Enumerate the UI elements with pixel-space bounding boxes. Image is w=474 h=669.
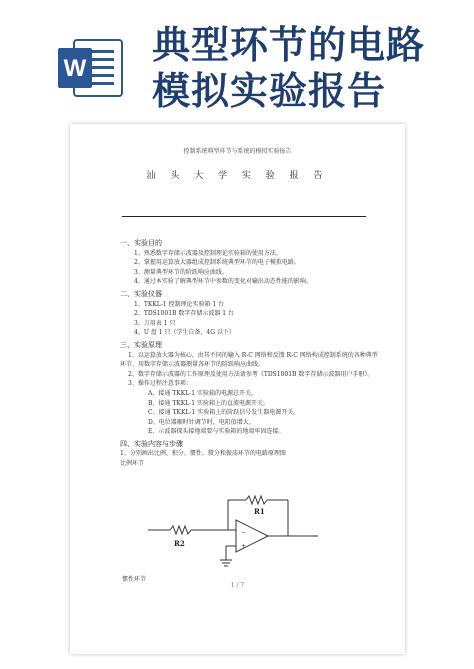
- list-item: E、示波器探头接地端要与实验箱的地端牢固连接。: [148, 428, 285, 436]
- section-heading: 一、实验目的: [120, 239, 162, 247]
- list-item: D、电位器顺时针调节时，电阻值增大。: [148, 418, 255, 426]
- document-page: [70, 124, 405, 654]
- paragraph: 1、以运算放大器为核心，由其不同的输入 R-C 网络和反馈 R-C 网络构成控制系统的各种典型环节，用数字存储示波器测量各环节的阶跃响应曲线。: [120, 351, 378, 369]
- circuit-diagram: [148, 488, 338, 570]
- section-heading: 二、实验仪器: [120, 289, 162, 298]
- list-item: 1、熟悉数字存储示波器及控制理论实验箱的使用方法。: [134, 249, 282, 257]
- list-item: B、接通 TKKL-1 实验箱上的直流电源开关。: [148, 399, 270, 407]
- page-title: 典型环节的电路模拟实验报告: [152, 23, 426, 113]
- svg-text:−: −: [241, 529, 247, 536]
- r1-label: R1: [254, 507, 265, 516]
- document-body: [120, 236, 380, 469]
- list-item: 比例环节: [120, 460, 145, 468]
- section-heading: 三、实验原理: [120, 340, 162, 349]
- section-heading: 四、实验内容与步骤: [120, 439, 183, 448]
- title-rule: [122, 216, 366, 217]
- r2-label: R2: [174, 539, 185, 548]
- document-banner: [0, 0, 474, 122]
- paragraph: 3、操作过程注意事项：: [128, 380, 192, 388]
- list-item: A、接通 TKKL-1 实验箱的电源总开关。: [148, 389, 257, 397]
- page-number: 1 / 7: [230, 582, 245, 589]
- list-item: 1、分别画出比例、积分、惯性、微分和振荡环节的电路原理图: [120, 450, 286, 458]
- figure-caption: 惯性环节: [122, 576, 147, 583]
- paragraph: 2、数字存储示波器的工作原理及使用方法请参考《TDS1001B 数字存储示波器用户手册》。: [128, 370, 374, 378]
- list-item: 4、U 盘 1 只（学生自备，4G 以下）: [134, 329, 235, 337]
- list-item: 2、掌握用运算放大器组成控制系统典型环节的电子模拟电路。: [134, 259, 300, 267]
- doc-school-title: 汕 头 大 学 实 验 报 告: [146, 171, 329, 181]
- list-item: 1、TKKL-1 控制理论实验箱 1 台: [134, 300, 225, 308]
- list-item: 2、TDS1001B 数字存储示波器 1 台: [134, 310, 234, 318]
- list-item: 3、万用表 1 只: [134, 319, 176, 327]
- list-item: C、接通 TKKL-1 实验箱上的阶跃信号发生器电源开关。: [148, 409, 300, 417]
- doc-header: 控制系统典型环节与系统的模拟实验报告: [183, 148, 292, 155]
- svg-text:+: +: [241, 543, 247, 550]
- list-item: 3、测量典型环节的阶跃响应曲线。: [134, 268, 228, 276]
- list-item: 4、通过本实验了解典型环节中参数的变化对输出动态性能的影响。: [134, 278, 312, 286]
- svg-text:W: W: [63, 55, 87, 82]
- word-document-icon: [56, 36, 126, 100]
